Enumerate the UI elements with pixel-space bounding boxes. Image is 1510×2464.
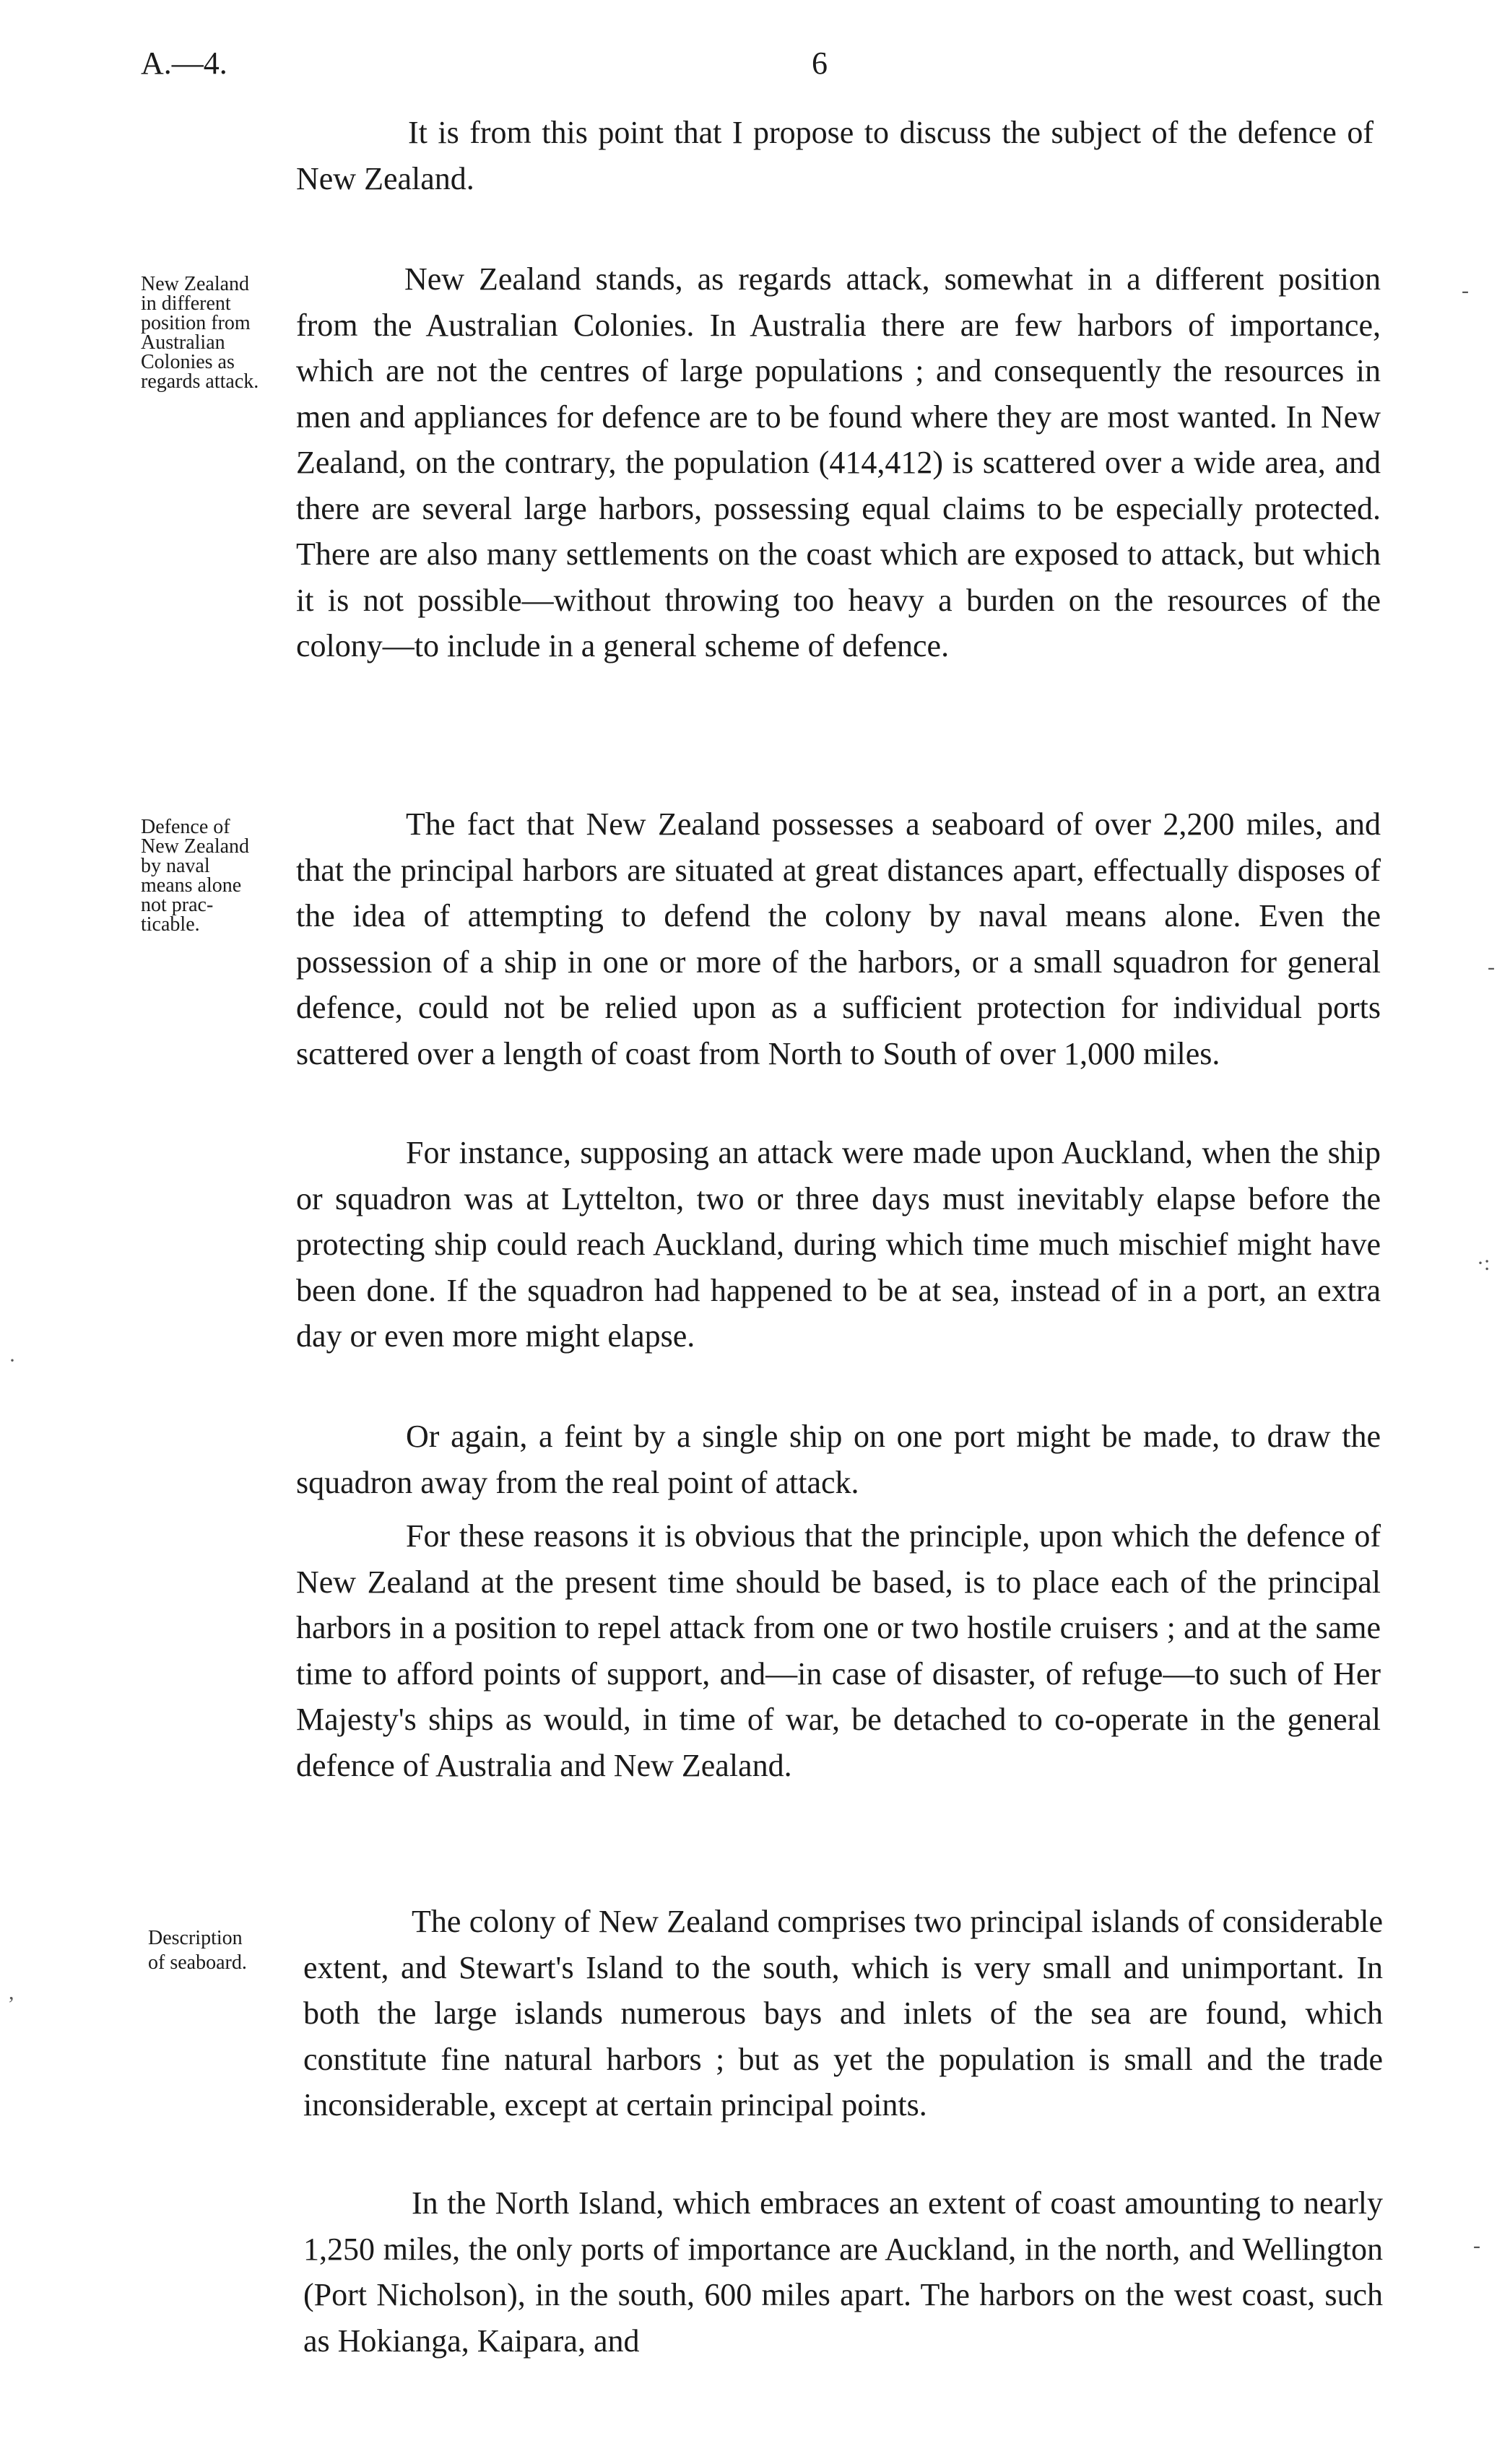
paragraph-colony-description: The colony of New Zealand comprises two principal islands of considerable extent, and Stewart's Island to the south, which is very small and unimportant. In both the large islands numerous bays and inlets of the sea are found, which constitute fine natural harbors ; but as yet the population is small and the trade inconsiderable, except at certain principal points. bbox=[303, 1904, 1383, 2123]
margin-note-seaboard: Description of seaboard. bbox=[148, 1927, 247, 1974]
paragraph-principle: For these reasons it is obvious that the principle, upon which the defence of New Zealand at the present time should be based, is to place each of the principal harbors in a position to repel attack from one or two hostile cruisers ; and at the same time to afford points of support, and—in case of disaster, of refuge—to such of Her Majesty's ships as would, in time of war, be detached to co-operate in the general defence of Australia and New Zealand. bbox=[296, 1518, 1381, 1783]
margin-mark: - bbox=[1462, 279, 1469, 302]
paragraph-seaboard-length: The fact that New Zealand possesses a seaboard of over 2,200 miles, and that the principal harbors are situated at great distances apart, effectually disposes of the idea of attempting to defend the colony by naval means alone. Even the possession of a ship in one or more of the harbors, or a small squadron for general defence, could not be relied upon as a sufficient protection for individual ports scattered over a length of coast from North to South of over 1,000 miles. bbox=[296, 806, 1381, 1071]
margin-note-naval-defence: Defence of New Zealand by naval means alone not prac- ticable. bbox=[141, 816, 250, 936]
margin-mark: , bbox=[9, 1980, 14, 2004]
margin-mark: - bbox=[1488, 955, 1495, 979]
margin-mark: ·: bbox=[1477, 1251, 1491, 1275]
paragraph-auckland-example: For instance, supposing an attack were made upon Auckland, when the ship or squadron was at Lyttelton, two or three days must inevitably elapse before the protecting ship could reach Auckland, during which time much mischief might have been done. If the squadron had happened to be at sea, instead of in a port, an extra day or even more might elapse. bbox=[296, 1135, 1381, 1354]
paragraph-north-island: In the North Island, which embraces an extent of coast amounting to nearly 1,250 miles, the only ports of importance are Auckland, in the north, and Wellington (Port Nicholson), in the south, 600 miles apart. The harbors on the west coast, such as Hokianga, Kaipara, and bbox=[303, 2185, 1383, 2359]
paragraph-position: New Zealand stands, as regards attack, somewhat in a different position from the Australian Colonies. In Australia there are few harbors of importance, which are not the centres of large populations ; and consequently the resources in men and appliances for defence are to be found where they are most wanted. In New Zealand, on the contrary, the population (414,412) is scattered over a wide area, and there are several large harbors, possessing equal claims to be especially protected. There are also many settlements on the coast which are exposed to attack, but which it is not possible—without throwing too heavy a burden on the resources of the colony—to include in a general scheme of defence. bbox=[296, 261, 1381, 663]
margin-mark: - bbox=[1473, 2234, 1480, 2258]
paragraph-intro: It is from this point that I propose to discuss the subject of the defence of New Zealand. bbox=[296, 115, 1374, 196]
page-reference: A.—4. bbox=[141, 45, 227, 81]
paragraph-feint: Or again, a feint by a single ship on one port might be made, to draw the squadron away from the real point of attack. bbox=[296, 1419, 1381, 1500]
margin-note-position: New Zealand in different position from Australian Colonies as regards attack. bbox=[141, 273, 259, 393]
page-number: 6 bbox=[812, 45, 828, 81]
margin-mark: · bbox=[9, 1349, 16, 1372]
